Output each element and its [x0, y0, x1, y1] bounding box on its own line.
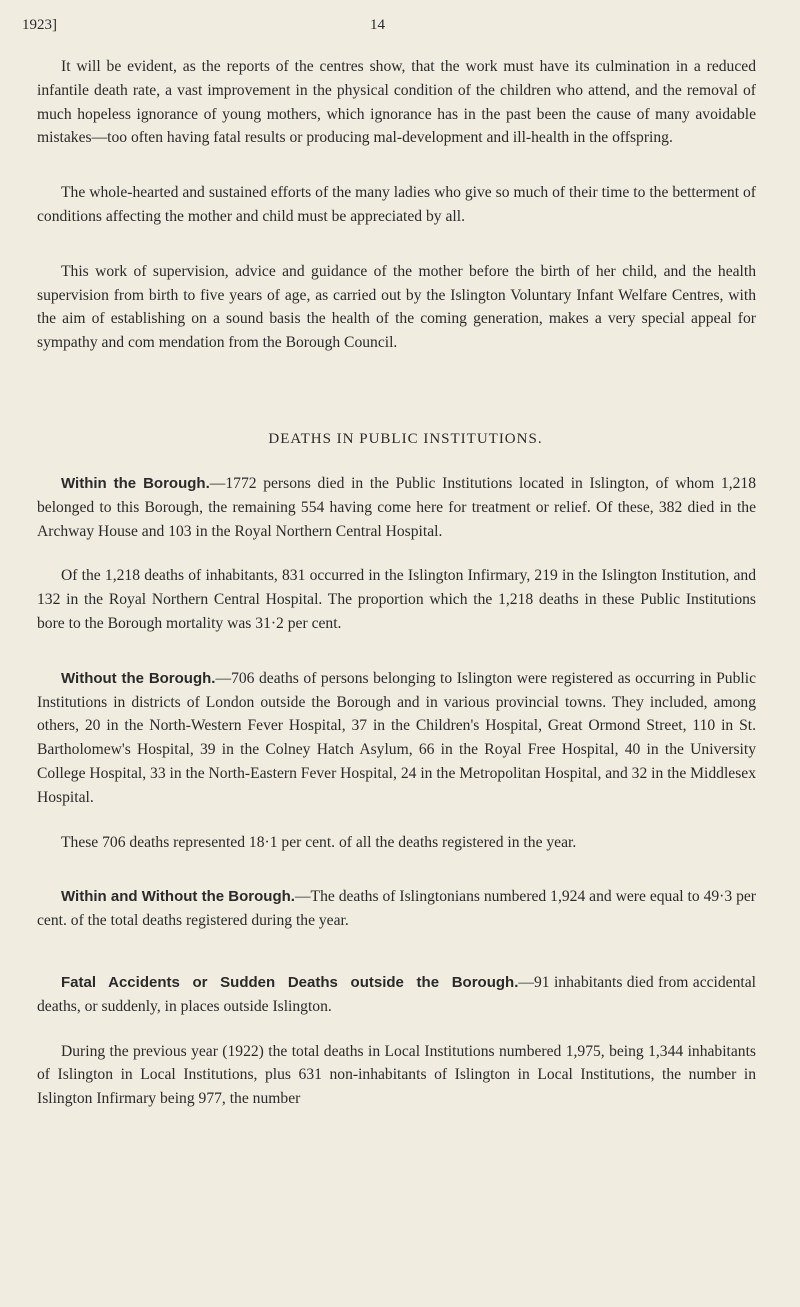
paragraph-fatal-accidents [37, 971, 756, 1019]
paragraph-supervision: This work of supervision, advice and guidance of the mother before the birth of her child, and the health supervision from birth to five years of age, as carried out by the Islington Voluntary Infant Welfare Centres, with the aim of establishing on a sound basis the health of the coming generation, makes a very special appeal for sympathy and com mendation from the Borough Council. [37, 262, 756, 352]
heading-within-borough: Within the Borough. [61, 474, 210, 492]
paragraph-inhabitant-deaths: Of the 1,218 deaths of inhabitants, 831 occurred in the Islington Infirmary, 219 in the Islington Institution, and 132 in the Royal Northern Central Hospital. The proportion which the 1,218 deaths in these Public Institutions bore to the Borough mortality was 31·2 per cent. [37, 567, 756, 632]
paragraph-without-borough [37, 667, 756, 810]
paragraph-within-borough [37, 472, 756, 543]
heading-within-and-without: Within and Without the Borough. [61, 888, 295, 906]
paragraph-706-deaths: These 706 deaths represented 18·1 per cent. of all the deaths registered in the year. [61, 833, 577, 851]
paragraph-centres-work: It will be evident, as the reports of the centres show, that the work must have its culmination in a reduced infantile death rate, a vast improvement in the physical condition of the children who attend, and the removal of much hopeless ignorance of young mothers, which ignorance has in the past been the cause of many avoidable mistakes—too often having fatal results or producing mal-development and ill-health in the offspring. [37, 58, 756, 147]
page-number: 14 [370, 17, 385, 33]
paragraph-within-and-without [37, 885, 756, 933]
section-title: DEATHS IN PUBLIC INSTITUTIONS. [268, 430, 543, 447]
header-year: 1923] [22, 17, 57, 33]
text-within-borough: —1772 persons died in the Public Institutions located in Islington, of whom 1,218 belonged to this Borough, the remaining 554 having come here for treatment or relief. Of these, 382 died in the Archway House and 103 in the Royal Northern Central Hospital. [37, 474, 756, 540]
text-fatal-accidents: —91 inhabitants died from accidental deaths, or suddenly, in places outside Islington. [37, 973, 756, 1015]
paragraph-ladies-efforts: The whole-hearted and sustained efforts of the many ladies who give so much of their time to the betterment of conditions affecting the mother and child must be appreciated by all. [37, 184, 756, 225]
text-within-and-without: —The deaths of Islingtonians numbered 1,924 and were equal to 49·3 per cent. of the total deaths registered during the year. [37, 888, 756, 930]
text-without-borough: —706 deaths of persons belonging to Islington were registered as occurring in Public Institutions in districts of London outside the Borough and in various provincial towns. They included, among others, 20 in the North-Western Fever Hospital, 37 in the Children's Hospital, Great Ormond Street, 110 in St. Bartholomew's Hospital, 39 in the Colney Hatch Asylum, 66 in the Royal Free Hospital, 40 in the University College Hospital, 33 in the North-Eastern Fever Hospital, 24 in the Metropolitan Hospital, and 32 in the Middlesex Hospital. [37, 669, 756, 806]
paragraph-previous-year: During the previous year (1922) the total deaths in Local Institutions numbered 1,975, being 1,344 inhabitants of Islington in Local Institutions, plus 631 non-inhabitants of Islington in Local Institutions, the number in Islington Infirmary being 977, the number [37, 1042, 756, 1108]
page-header [22, 17, 756, 41]
heading-fatal-accidents: Fatal Accidents or Sudden Deaths outside the Borough. [61, 973, 519, 991]
page-body [37, 55, 756, 1111]
heading-without-borough: Without the Borough. [61, 669, 216, 687]
